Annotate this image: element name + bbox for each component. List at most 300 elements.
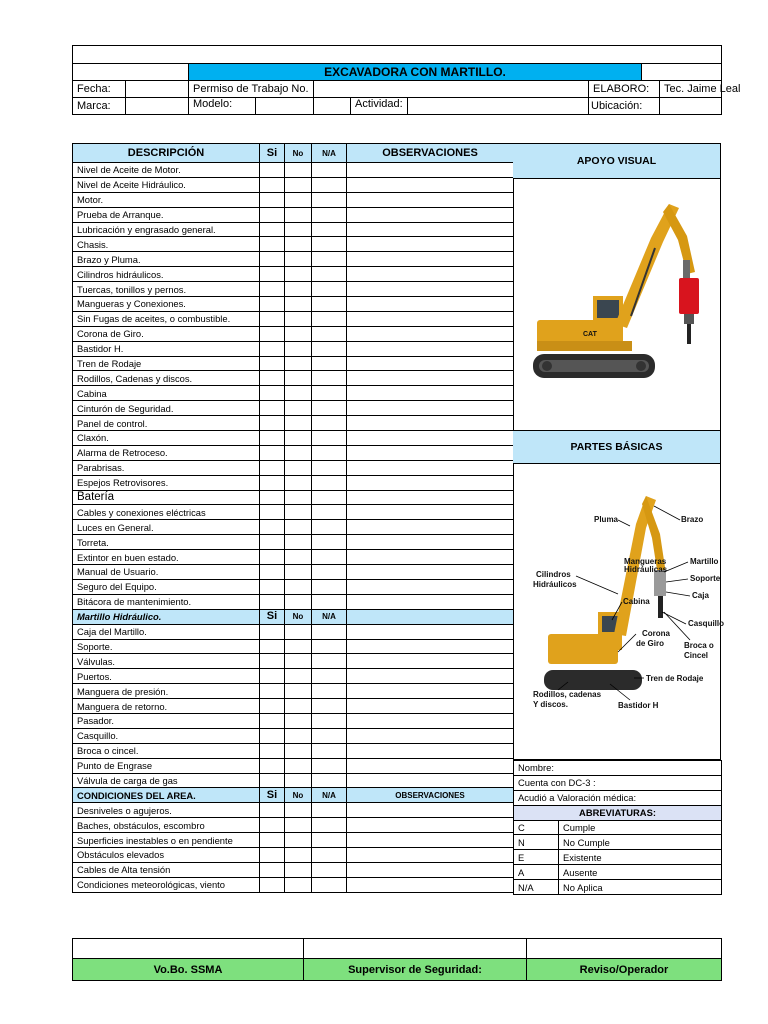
checklist-item-si-cell[interactable]: [260, 207, 285, 222]
checklist-item-label: Cinturón de Seguridad.: [73, 401, 260, 416]
hammer-item-no-cell[interactable]: [285, 743, 312, 758]
hammer-item-obs-cell[interactable]: [347, 624, 514, 639]
hammer-item-si-cell[interactable]: [260, 743, 285, 758]
checklist-item-obs-cell[interactable]: [347, 326, 514, 341]
checklist-item-no-cell[interactable]: [285, 594, 312, 609]
hammer-item-no-cell[interactable]: [285, 758, 312, 773]
checklist-item-na-cell[interactable]: [312, 267, 347, 282]
checklist-item-obs-cell[interactable]: [347, 207, 514, 222]
hammer-item-no-cell[interactable]: [285, 624, 312, 639]
checklist-item: [73, 460, 514, 475]
hammer-item-obs-cell[interactable]: [347, 728, 514, 743]
abreviatura-row: [514, 880, 722, 895]
checklist-item-no-cell[interactable]: [285, 267, 312, 282]
area-item: [73, 847, 514, 862]
checklist-item-label: Alarma de Retroceso.: [73, 445, 260, 460]
checklist-item-obs-cell[interactable]: [347, 297, 514, 312]
cuenta-dc3-field[interactable]: Cuenta con DC-3 :: [514, 775, 722, 790]
checklist-item: [73, 490, 514, 505]
checklist-item-na-cell[interactable]: [312, 252, 347, 267]
checklist-item-no-cell[interactable]: [285, 252, 312, 267]
hammer-item-obs-cell[interactable]: [347, 654, 514, 669]
actividad-field[interactable]: [408, 98, 550, 114]
hammer-item: [73, 758, 514, 773]
checklist-item-label: Claxón.: [73, 431, 260, 446]
checklist-item-no-cell[interactable]: [285, 192, 312, 207]
hammer-item: [73, 669, 514, 684]
checklist-item-si-cell[interactable]: [260, 356, 285, 371]
checklist-item-no-cell[interactable]: [285, 490, 312, 505]
area-item-na-cell[interactable]: [312, 862, 347, 877]
partes-basicas-title: PARTES BÁSICAS: [513, 430, 720, 464]
area-item-label: Obstáculos elevados: [73, 847, 260, 862]
hammer-item: [73, 624, 514, 639]
hammer-item-na-cell[interactable]: [312, 728, 347, 743]
checklist-item-si-cell[interactable]: [260, 565, 285, 580]
area-item-no-cell[interactable]: [285, 818, 312, 833]
checklist-item-obs-cell[interactable]: [347, 401, 514, 416]
valoracion-medica-field[interactable]: Acudió a Valoración médica:: [514, 790, 722, 805]
checklist-item: [73, 401, 514, 416]
hammer-section-header-col-si: Si: [260, 609, 285, 624]
checklist-item-no-cell[interactable]: [285, 416, 312, 431]
area-item-label: Condiciones meteorológicas, viento: [73, 877, 260, 892]
checklist-item-na-cell[interactable]: [312, 535, 347, 550]
hammer-item-obs-cell[interactable]: [347, 669, 514, 684]
ubicacion-label: Ubicación:: [589, 98, 660, 115]
checklist-item-obs-cell[interactable]: [347, 520, 514, 535]
area-item-no-cell[interactable]: [285, 862, 312, 877]
checklist-item-si-cell[interactable]: [260, 267, 285, 282]
label-de-giro: de Giro: [636, 639, 665, 648]
checklist-item-si-cell[interactable]: [260, 445, 285, 460]
checklist-item-obs-cell[interactable]: [347, 163, 514, 178]
checklist-item-obs-cell[interactable]: [347, 371, 514, 386]
checklist-item-obs-cell[interactable]: [347, 222, 514, 237]
checklist-item-na-cell[interactable]: [312, 326, 347, 341]
checklist-item-na-cell[interactable]: [312, 460, 347, 475]
checklist-item-si-cell[interactable]: [260, 386, 285, 401]
checklist-item-no-cell[interactable]: [285, 386, 312, 401]
checklist-item: [73, 177, 514, 192]
checklist-item: [73, 207, 514, 222]
excavator-parts-diagram: [518, 484, 725, 739]
hammer-item-na-cell[interactable]: [312, 669, 347, 684]
checklist-item-label: Nivel de Aceite Hidráulico.: [73, 177, 260, 192]
checklist-item-na-cell[interactable]: [312, 163, 347, 178]
area-item-label: Superficies inestables o en pendiente: [73, 833, 260, 848]
area-section-header-col-na: N/A: [312, 788, 347, 803]
checklist-item-no-cell[interactable]: [285, 401, 312, 416]
hammer-item-obs-cell[interactable]: [347, 773, 514, 788]
label-broca-o: Broca o: [684, 641, 714, 650]
ubicacion-field[interactable]: [660, 98, 722, 115]
checklist-item-na-cell[interactable]: [312, 297, 347, 312]
checklist-item-no-cell[interactable]: [285, 341, 312, 356]
checklist-item: [73, 326, 514, 341]
area-item-obs-cell[interactable]: [347, 862, 514, 877]
hammer-item-na-cell[interactable]: [312, 773, 347, 788]
area-item-na-cell[interactable]: [312, 847, 347, 862]
abreviaturas-title: ABREVIATURAS:: [514, 805, 722, 820]
checklist-item-na-cell[interactable]: [312, 550, 347, 565]
checklist-item-na-cell[interactable]: [312, 594, 347, 609]
hammer-item-label: Casquillo.: [73, 728, 260, 743]
hammer-item: [73, 684, 514, 699]
checklist-item: [73, 416, 514, 431]
checklist-item-label: Prueba de Arranque.: [73, 207, 260, 222]
checklist-item-no-cell[interactable]: [285, 431, 312, 446]
hammer-item-si-cell[interactable]: [260, 773, 285, 788]
checklist-item-no-cell[interactable]: [285, 311, 312, 326]
checklist-item-na-cell[interactable]: [312, 207, 347, 222]
label-cincel: Cincel: [684, 651, 709, 660]
area-item-si-cell[interactable]: [260, 818, 285, 833]
actividad-label: Actividad:: [355, 98, 403, 110]
hammer-item: [73, 639, 514, 654]
area-item-label: Cables de Alta tensión: [73, 862, 260, 877]
checklist-item-obs-cell[interactable]: [347, 341, 514, 356]
hammer-item-si-cell[interactable]: [260, 758, 285, 773]
hammer-item-na-cell[interactable]: [312, 654, 347, 669]
checklist-item-obs-cell[interactable]: [347, 445, 514, 460]
checklist-item-obs-cell[interactable]: [347, 535, 514, 550]
label-cilindros: Cilindros: [536, 570, 571, 579]
checklist-item-no-cell[interactable]: [285, 445, 312, 460]
abreviatura-meaning: No Cumple: [559, 835, 722, 850]
checklist-item-si-cell[interactable]: [260, 475, 285, 490]
hammer-item-na-cell[interactable]: [312, 743, 347, 758]
area-item-na-cell[interactable]: [312, 818, 347, 833]
checklist-item-si-cell[interactable]: [260, 594, 285, 609]
checklist-item-obs-cell[interactable]: [347, 460, 514, 475]
checklist-item: [73, 222, 514, 237]
hammer-item-no-cell[interactable]: [285, 639, 312, 654]
checklist-item: [73, 431, 514, 446]
checklist-item-no-cell[interactable]: [285, 222, 312, 237]
header-table: [72, 45, 741, 115]
hammer-item-si-cell[interactable]: [260, 639, 285, 654]
checklist-item-label: Nivel de Aceite de Motor.: [73, 163, 260, 178]
checklist-item-no-cell[interactable]: [285, 371, 312, 386]
checklist-item-obs-cell[interactable]: [347, 431, 514, 446]
hammer-item: [73, 713, 514, 728]
checklist-item-no-cell[interactable]: [285, 207, 312, 222]
hammer-section-header: [73, 609, 514, 624]
checklist-item-no-cell[interactable]: [285, 326, 312, 341]
checklist-item-no-cell[interactable]: [285, 237, 312, 252]
checklist-item-no-cell[interactable]: [285, 505, 312, 520]
area-item-no-cell[interactable]: [285, 803, 312, 818]
hammer-item-na-cell[interactable]: [312, 758, 347, 773]
area-item: [73, 803, 514, 818]
label-mangueras: Mangueras: [624, 557, 667, 566]
area-item: [73, 833, 514, 848]
checklist-item-si-cell[interactable]: [260, 282, 285, 297]
area-item: [73, 818, 514, 833]
label-y-discos: Y discos.: [533, 700, 568, 709]
visual-panel: [513, 143, 725, 760]
label-soporte: Soporte: [690, 574, 721, 583]
hammer-item: [73, 773, 514, 788]
hammer-item-na-cell[interactable]: [312, 713, 347, 728]
hammer-item-no-cell[interactable]: [285, 728, 312, 743]
checklist-item-no-cell[interactable]: [285, 565, 312, 580]
checklist-item-na-cell[interactable]: [312, 237, 347, 252]
checklist-item-no-cell[interactable]: [285, 282, 312, 297]
hammer-item-si-cell[interactable]: [260, 684, 285, 699]
hammer-item-no-cell[interactable]: [285, 669, 312, 684]
nombre-field[interactable]: Nombre:: [514, 761, 722, 776]
area-item-no-cell[interactable]: [285, 877, 312, 892]
hammer-item-obs-cell[interactable]: [347, 684, 514, 699]
area-item-obs-cell[interactable]: [347, 877, 514, 892]
permiso-field[interactable]: [314, 81, 589, 98]
col-na: N/A: [312, 144, 347, 163]
checklist-item-na-cell[interactable]: [312, 565, 347, 580]
hammer-item-na-cell[interactable]: [312, 624, 347, 639]
checklist-item-label: Tren de Rodaje: [73, 356, 260, 371]
checklist-item-obs-cell[interactable]: [347, 252, 514, 267]
hammer-item-label: Caja del Martillo.: [73, 624, 260, 639]
checklist-item-no-cell[interactable]: [285, 163, 312, 178]
checklist-item-no-cell[interactable]: [285, 460, 312, 475]
checklist-item-obs-cell[interactable]: [347, 594, 514, 609]
checklist-item-obs-cell[interactable]: [347, 282, 514, 297]
checklist-item-obs-cell[interactable]: [347, 579, 514, 594]
signature-table: [72, 938, 722, 981]
checklist-item-na-cell[interactable]: [312, 282, 347, 297]
supervisor-signature-field[interactable]: [304, 939, 527, 959]
area-item-na-cell[interactable]: [312, 877, 347, 892]
hammer-item-label: Soporte.: [73, 639, 260, 654]
checklist-item-obs-cell[interactable]: [347, 565, 514, 580]
elaboro-label: ELABORO:: [589, 81, 660, 98]
abreviatura-code: A: [514, 865, 559, 880]
hammer-item-obs-cell[interactable]: [347, 758, 514, 773]
checklist-item-no-cell[interactable]: [285, 356, 312, 371]
checklist-item-label: Bitácora de mantenimiento.: [73, 594, 260, 609]
hammer-item-label: Manguera de presión.: [73, 684, 260, 699]
checklist-item-na-cell[interactable]: [312, 192, 347, 207]
checklist-item-si-cell[interactable]: [260, 371, 285, 386]
checklist-item-obs-cell[interactable]: [347, 505, 514, 520]
checklist-item-label: Rodillos, Cadenas y discos.: [73, 371, 260, 386]
area-item: [73, 862, 514, 877]
checklist-item-no-cell[interactable]: [285, 297, 312, 312]
checklist-item-na-cell[interactable]: [312, 445, 347, 460]
checklist-item-na-cell[interactable]: [312, 401, 347, 416]
checklist-item-si-cell[interactable]: [260, 177, 285, 192]
checklist-item-label: Sin Fugas de aceites, o combustible.: [73, 311, 260, 326]
area-item-si-cell[interactable]: [260, 803, 285, 818]
vobo-label: Vo.Bo. SSMA: [73, 959, 304, 981]
area-item-obs-cell[interactable]: [347, 847, 514, 862]
checklist-item-si-cell[interactable]: [260, 297, 285, 312]
checklist-item: [73, 565, 514, 580]
hammer-section-header-col-na: N/A: [312, 609, 347, 624]
checklist-item-si-cell[interactable]: [260, 252, 285, 267]
area-item-obs-cell[interactable]: [347, 818, 514, 833]
abreviatura-code: C: [514, 820, 559, 835]
checklist-item-obs-cell[interactable]: [347, 475, 514, 490]
hammer-item-no-cell[interactable]: [285, 654, 312, 669]
supervisor-label: Supervisor de Seguridad:: [304, 959, 527, 981]
modelo-field[interactable]: [255, 98, 313, 114]
checklist-item: [73, 505, 514, 520]
label-tren-rodaje: Tren de Rodaje: [646, 674, 704, 683]
hammer-item: [73, 743, 514, 758]
checklist-item-si-cell[interactable]: [260, 550, 285, 565]
hammer-item-obs-cell[interactable]: [347, 713, 514, 728]
checklist-item-obs-cell[interactable]: [347, 237, 514, 252]
checklist-item-na-cell[interactable]: [312, 371, 347, 386]
checklist-item-label: Cables y conexiones eléctricas: [73, 505, 260, 520]
checklist-item-no-cell[interactable]: [285, 550, 312, 565]
checklist-item-na-cell[interactable]: [312, 505, 347, 520]
checklist-item-obs-cell[interactable]: [347, 386, 514, 401]
hammer-item-obs-cell[interactable]: [347, 639, 514, 654]
checklist-item-obs-cell[interactable]: [347, 550, 514, 565]
hammer-item-na-cell[interactable]: [312, 699, 347, 714]
marca-field[interactable]: [126, 98, 189, 115]
fecha-label: Fecha:: [73, 81, 126, 98]
checklist-item-na-cell[interactable]: [312, 177, 347, 192]
area-item-si-cell[interactable]: [260, 833, 285, 848]
checklist-item-obs-cell[interactable]: [347, 311, 514, 326]
checklist-item-na-cell[interactable]: [312, 475, 347, 490]
hammer-item-si-cell[interactable]: [260, 728, 285, 743]
checklist-item-na-cell[interactable]: [312, 520, 347, 535]
checklist-item-si-cell[interactable]: [260, 311, 285, 326]
checklist-item-na-cell[interactable]: [312, 416, 347, 431]
modelo-label: Modelo:: [193, 98, 233, 110]
checklist-item-obs-cell[interactable]: [347, 267, 514, 282]
label-corona: Corona: [642, 629, 670, 638]
checklist-table: [72, 143, 514, 893]
checklist-item-si-cell[interactable]: [260, 237, 285, 252]
abreviatura-meaning: Existente: [559, 850, 722, 865]
checklist-item: [73, 445, 514, 460]
checklist-item-no-cell[interactable]: [285, 579, 312, 594]
label-bastidor: Bastidor H: [618, 701, 659, 710]
checklist-item-si-cell[interactable]: [260, 579, 285, 594]
area-item-no-cell[interactable]: [285, 833, 312, 848]
hammer-item-label: Broca o cincel.: [73, 743, 260, 758]
checklist-item-na-cell[interactable]: [312, 311, 347, 326]
hammer-item-no-cell[interactable]: [285, 713, 312, 728]
checklist-item-si-cell[interactable]: [260, 416, 285, 431]
hammer-item-si-cell[interactable]: [260, 624, 285, 639]
checklist-item-na-cell[interactable]: [312, 579, 347, 594]
checklist-item-obs-cell[interactable]: [347, 416, 514, 431]
checklist-item-no-cell[interactable]: [285, 475, 312, 490]
checklist-item-si-cell[interactable]: [260, 341, 285, 356]
checklist-item-si-cell[interactable]: [260, 401, 285, 416]
fecha-field[interactable]: [126, 81, 189, 98]
checklist-item-si-cell[interactable]: [260, 163, 285, 178]
checklist-item-si-cell[interactable]: [260, 460, 285, 475]
checklist-item-si-cell[interactable]: [260, 535, 285, 550]
elaboro-value: Tec. Jaime Leal: [660, 81, 722, 98]
abreviatura-row: [514, 850, 722, 865]
checklist-item-label: Bastidor H.: [73, 341, 260, 356]
excavator-hammer-image: [523, 196, 713, 386]
checklist-item-si-cell[interactable]: [260, 192, 285, 207]
abreviatura-meaning: No Aplica: [559, 880, 722, 895]
checklist-item-obs-cell[interactable]: [347, 356, 514, 371]
checklist-item-no-cell[interactable]: [285, 520, 312, 535]
hammer-item-no-cell[interactable]: [285, 773, 312, 788]
area-item-no-cell[interactable]: [285, 847, 312, 862]
vobo-signature-field[interactable]: [73, 939, 304, 959]
checklist-item-no-cell[interactable]: [285, 535, 312, 550]
checklist-item-obs-cell[interactable]: [347, 192, 514, 207]
checklist-item-label: Mangueras y Conexiones.: [73, 297, 260, 312]
checklist-item-si-cell[interactable]: [260, 505, 285, 520]
checklist-item-label: Luces en General.: [73, 520, 260, 535]
hammer-item-no-cell[interactable]: [285, 684, 312, 699]
area-item-si-cell[interactable]: [260, 877, 285, 892]
hammer-item-si-cell[interactable]: [260, 654, 285, 669]
hammer-item-na-cell[interactable]: [312, 639, 347, 654]
checklist-item-si-cell[interactable]: [260, 222, 285, 237]
checklist-item: [73, 475, 514, 490]
area-item-na-cell[interactable]: [312, 833, 347, 848]
abreviatura-meaning: Cumple: [559, 820, 722, 835]
checklist-item: [73, 267, 514, 282]
hammer-item-obs-cell[interactable]: [347, 743, 514, 758]
checklist-item-no-cell[interactable]: [285, 177, 312, 192]
area-item-na-cell[interactable]: [312, 803, 347, 818]
hammer-item-no-cell[interactable]: [285, 699, 312, 714]
checklist-item-obs-cell[interactable]: [347, 177, 514, 192]
brand-logo: CAT: [583, 331, 597, 338]
checklist-item: [73, 520, 514, 535]
checklist-item-na-cell[interactable]: [312, 490, 347, 505]
label-brazo: Brazo: [681, 515, 704, 524]
area-item-si-cell[interactable]: [260, 847, 285, 862]
checklist-item-si-cell[interactable]: [260, 520, 285, 535]
checklist-item-na-cell[interactable]: [312, 386, 347, 401]
hammer-item-obs-cell[interactable]: [347, 699, 514, 714]
hammer-item-si-cell[interactable]: [260, 699, 285, 714]
form-title: EXCAVADORA CON MARTILLO.: [189, 64, 642, 81]
hammer-item-si-cell[interactable]: [260, 669, 285, 684]
abreviatura-row: [514, 865, 722, 880]
checklist-item-si-cell[interactable]: [260, 326, 285, 341]
area-item-si-cell[interactable]: [260, 862, 285, 877]
col-no: No: [285, 144, 312, 163]
checklist-item-na-cell[interactable]: [312, 356, 347, 371]
checklist-item-si-cell[interactable]: [260, 431, 285, 446]
checklist-item-na-cell[interactable]: [312, 341, 347, 356]
checklist-item-obs-cell[interactable]: [347, 490, 514, 505]
checklist-item-si-cell[interactable]: [260, 490, 285, 505]
checklist-item-na-cell[interactable]: [312, 222, 347, 237]
hammer-item-si-cell[interactable]: [260, 713, 285, 728]
checklist-item: [73, 550, 514, 565]
checklist-item: [73, 341, 514, 356]
reviso-signature-field[interactable]: [527, 939, 722, 959]
area-item-obs-cell[interactable]: [347, 803, 514, 818]
area-item-obs-cell[interactable]: [347, 833, 514, 848]
abreviatura-code: N: [514, 835, 559, 850]
checklist-item-na-cell[interactable]: [312, 431, 347, 446]
hammer-item-na-cell[interactable]: [312, 684, 347, 699]
checklist-item: [73, 594, 514, 609]
checklist-item-label: Manual de Usuario.: [73, 565, 260, 580]
